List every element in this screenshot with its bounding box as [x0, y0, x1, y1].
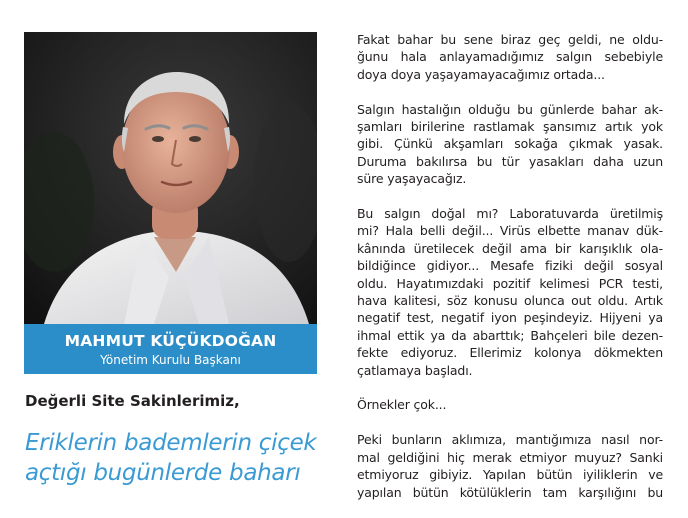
- text-line: mi? Hala belli değil... Virüs elbette manav dük-: [357, 223, 663, 239]
- text-line: hava kalitesi, söz konusu olunca out oldu. Artık: [357, 293, 663, 309]
- paragraph-2: [357, 101, 663, 188]
- salutation: Değerli Site Sakinlerimiz,: [25, 392, 240, 410]
- article-body: [357, 31, 663, 518]
- paragraph-3: [357, 205, 663, 379]
- text-line: ihmal ettik ya da abarttık; Bahçeleri bile dezen-: [357, 327, 663, 343]
- text-line: süre yaşayacağız.: [357, 171, 467, 187]
- text-line: şamları birilerine rastlamak şansımız artık yok: [357, 119, 663, 135]
- lead-quote: [25, 428, 335, 488]
- text-line: Örnekler çok...: [357, 397, 447, 413]
- text-line: fekte ediyoruz. Ellerimiz kolonya dökmekten: [357, 345, 663, 361]
- text-line: Salgın hastalığın olduğu bu günlerde bahar ak-: [357, 101, 663, 117]
- profile-name: MAHMUT KÜÇÜKDOĞAN: [64, 332, 277, 350]
- paragraph-1: [357, 31, 663, 83]
- text-line: bildiğince gidiyor... Mesafe fiziki değil sosyal: [357, 258, 663, 274]
- text-line: mal geldiğini hiç merak etmiyor muyuz? Sanki: [357, 449, 663, 465]
- text-line: etmiyoruz gibiyiz. Yapılan bütün iyiliklerin ve: [357, 467, 663, 483]
- text-line: gibi. Çünkü akşamları sokağa çıkmak yasak.: [357, 136, 663, 152]
- lead-line: açtığı bugünlerde baharı: [25, 460, 301, 486]
- portrait-photo: [24, 32, 317, 324]
- text-line: Peki bunların aklımıza, mantığımıza nasıl nor-: [357, 432, 663, 448]
- portrait-illustration: [24, 32, 317, 324]
- text-line: Bu salgın doğal mı? Laboratuvarda üretilmiş: [357, 206, 663, 222]
- text-line: Fakat bahar bu sene biraz geç geldi, ne oldu-: [357, 32, 663, 47]
- text-line: çatlamaya başladı.: [357, 362, 473, 378]
- text-line: yapılan bütün kötülüklerin tam karşılığını bu: [357, 484, 663, 500]
- text-line: oldu. Hayatımızdaki pozitif kelimesi PCR testi,: [357, 275, 663, 291]
- text-line: negatif test, negatif iyon peşindeyiz. Hijyeni ya: [357, 310, 663, 326]
- profile-role: Yönetim Kurulu Başkanı: [100, 353, 241, 367]
- paragraph-4: [357, 396, 663, 413]
- text-line: kânında üretilecek değil ama bir karışıklık ola-: [357, 240, 663, 256]
- text-line: Duruma bakılırsa bu tür yasakları daha uzun: [357, 153, 663, 169]
- lead-line: Eriklerin bademlerin çiçek: [25, 430, 317, 456]
- text-line: ğunu hala anlayamadığımız salgın sebebiyle: [357, 49, 663, 65]
- profile-caption: [24, 324, 317, 374]
- text-line: doya doya yaşayamayacağımız ortada...: [357, 66, 605, 82]
- paragraph-5: [357, 431, 663, 501]
